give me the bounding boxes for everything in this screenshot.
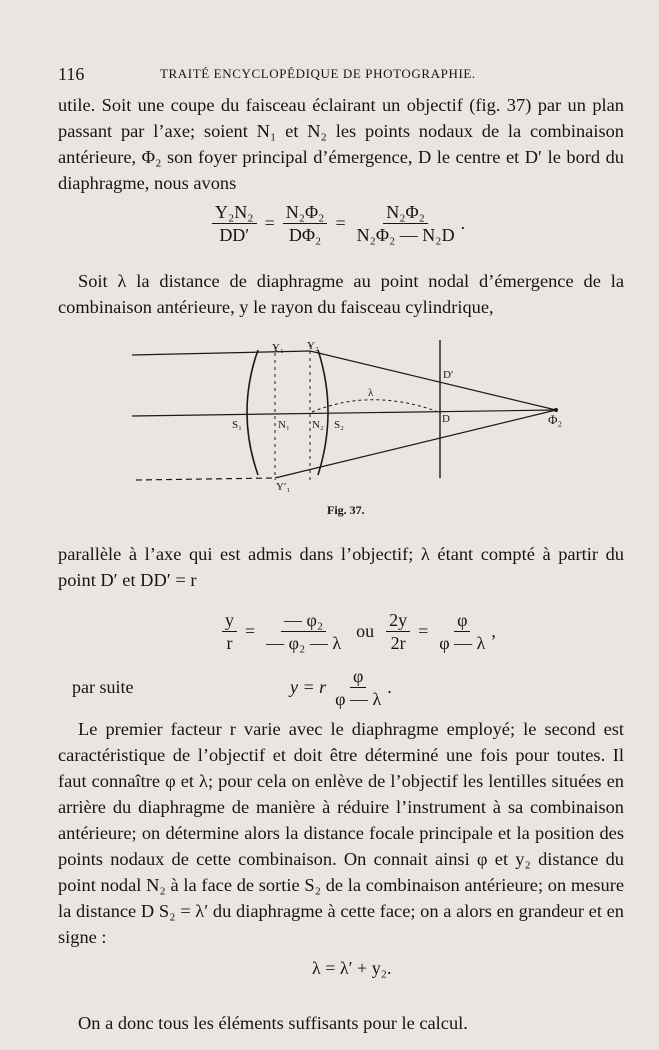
page-number: 116 [58,64,85,84]
lens-back-surface [318,350,328,475]
page-header [58,64,619,86]
fraction-1-numerator: Y₂N₂ [212,202,257,224]
fraction-3-denominator: N₂Φ₂ — N₂D [356,225,455,245]
label-s2: S₂ [334,419,344,431]
denominator: φ — λ [439,633,486,653]
denominator: φ — λ [335,689,382,709]
fraction-2 [283,202,328,245]
fraction-3 [354,202,458,245]
equals-sign: = [418,621,429,641]
fraction-2y-over-2r [386,610,410,653]
label-y1: Y₁ [272,342,284,354]
label-y1-prime: Y′₁ [276,481,291,493]
figure-37-diagram [0,330,659,500]
fraction-phi [436,610,488,653]
fraction-phi2 [263,610,344,653]
paragraph-2: Soit λ la distance de diaphragme au point nodal d’émergence de la combinaison antérieure, y le rayon du faisceau cylindrique, [58,271,624,317]
fraction-2-denominator: DΦ₂ [288,225,322,245]
label-d-prime: D′ [443,369,454,381]
numerator: — φ₂ [281,610,326,632]
fraction-3-numerator: N₂Φ₂ [383,202,428,224]
lower-ray-left [136,478,275,480]
equals-sign: = [335,213,346,233]
period: . [387,677,392,697]
equation-1 [212,202,468,245]
upper-ray-right [310,351,556,410]
numerator: y [222,610,237,632]
equation-2 [222,610,499,653]
paragraph-4: Le premier facteur r varie avec le diaphragme employé; le second est caractéristique de l’objectif et doit être déterminé une fois pour toutes. Il faut connaître φ et λ; pour cela on enlève de l’objectif les lentilles situées en arrière du diaphragme de manière à réduire l’instrument à sa combinaison antérieure; on détermine alors la distance focale principale et la position des points nodaux de cette combinaison. On connait ainsi φ et y₂ distance du point nodal N₂ à la face de sortie S₂ de la combinaison antérieure; on mesure la distance D S₂ = λ′ du diaphragme à cette face; on a alors en grandeur et en signe : [58,719,624,947]
fraction-y-over-r [222,610,237,653]
equation-3-lead: par suite [72,677,134,697]
lambda-arc [312,400,436,412]
label-y2: Y₂ [307,340,319,352]
period: . [460,213,466,233]
denominator: r [226,633,233,653]
paragraph-5: On a donc tous les éléments suffisants pour le calcul. [78,1013,468,1033]
label-phi2: Φ₂ [548,412,563,427]
equation-4: λ = λ′ + y₂. [312,958,392,978]
paragraph-3: parallèle à l’axe qui est admis dans l’objectif; λ étant compté à partir du point D′ et DD′ = r [58,544,624,590]
label-n2: N₂ [312,419,324,431]
numerator: φ [350,666,366,688]
fraction-phi-over-phi-minus-lambda [332,666,384,709]
denominator: — φ₂ — λ [266,633,342,653]
numerator: φ [454,610,470,632]
label-n1: N₁ [278,419,290,431]
equation-3-lhs: y = r [290,677,327,697]
fraction-1 [212,202,257,245]
figure-caption: Fig. 37. [327,503,365,517]
fraction-2-numerator: N₂Φ₂ [283,202,328,224]
fraction-1-denominator: DD′ [219,225,250,245]
comma: , [491,621,496,641]
numerator: 2y [386,610,410,632]
lens-front-surface [247,350,258,475]
paragraph-1: utile. Soit une coupe du faisceau éclairant un objectif (fig. 37) par un plan passant par l’axe; soient N₁ et N₂ les points nodaux de la combinaison antérieure, Φ₂ son foyer principal d’émergence, D le centre et D′ le bord du diaphragme, nous avons [58,95,624,193]
running-head: TRAITÉ ENCYCLOPÉDIQUE DE PHOTOGRAPHIE. [160,66,476,81]
equals-sign: = [264,213,275,233]
optical-axis [132,410,556,416]
label-s1: S₁ [232,419,242,431]
equals-sign: = [245,621,256,641]
denominator: 2r [390,633,406,653]
label-d: D [442,413,450,425]
equation-3 [72,666,492,709]
label-lambda: λ [368,387,374,399]
conjunction-ou: ou [356,621,375,641]
